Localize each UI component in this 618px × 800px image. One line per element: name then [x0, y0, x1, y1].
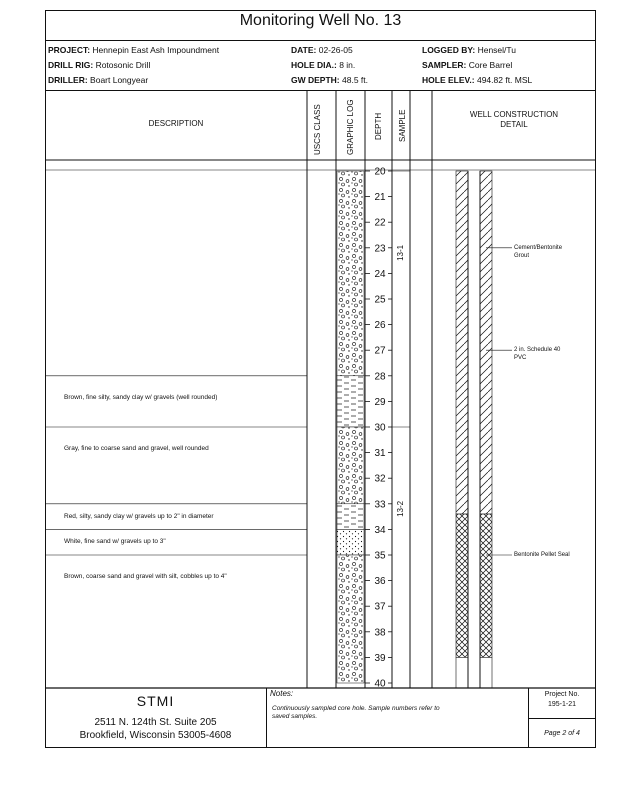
notes-line-1: Continuously sampled core hole. Sample numbers refer to [272, 705, 440, 712]
depth-label: 37 [374, 601, 386, 613]
description-boundaries [45, 376, 307, 555]
company-name: STMI [136, 693, 175, 709]
depth-label: 25 [374, 294, 386, 306]
uscs-class-header: USCS CLASS [313, 104, 322, 155]
graphic-log-header: GRAPHIC LOG [346, 99, 355, 155]
depth-label: 39 [374, 652, 386, 664]
sampler-field: SAMPLER: Core Barrel [422, 60, 513, 70]
project-field: PROJECT: Hennepin East Ash Impoundment [48, 45, 220, 55]
depth-label: 40 [374, 678, 386, 690]
depth-label: 32 [374, 473, 386, 485]
notes-label: Notes: [270, 689, 294, 698]
depth-label: 29 [374, 396, 386, 408]
sample-label: 13-1 [396, 244, 405, 261]
description-5: Brown, coarse sand and gravel with silt, cobbles up to 4" [64, 573, 227, 580]
sample-header: SAMPLE [398, 109, 407, 142]
grout-right [480, 171, 492, 514]
depth-label: 24 [374, 268, 386, 280]
project-no: 195-1-21 [547, 701, 577, 708]
seal-right [480, 514, 492, 657]
project-no-label: Project No. [544, 691, 580, 698]
depth-label: 38 [374, 627, 386, 639]
grout-left [456, 171, 468, 514]
gw-depth-field: GW DEPTH: 48.5 ft. [291, 75, 369, 85]
footer-divider-3 [528, 718, 596, 719]
sample-label: 13-2 [396, 500, 405, 517]
depth-label: 31 [374, 448, 386, 460]
page-title: Monitoring Well No. 13 [239, 12, 402, 29]
depth-label: 23 [374, 243, 386, 255]
depth-label: 22 [374, 217, 386, 229]
description-3: Red, silty, sandy clay w/ gravels up to 2" in diameter [64, 512, 214, 520]
description-header: DESCRIPTION [148, 119, 204, 128]
depth-scale [365, 167, 392, 690]
logged-by-field: LOGGED BY: Hensel/Tu [422, 45, 517, 55]
lithology-sand-4 [337, 529, 364, 555]
well-construction-diagram [456, 171, 512, 688]
description-1: Brown, fine silty, sandy clay w/ gravels (well rounded) [64, 393, 218, 401]
footer-divider-1 [266, 688, 267, 748]
well-callout-3: Bentonite Pellet Seal [514, 552, 570, 558]
company-address-2: Brookfield, Wisconsin 53005-4608 [79, 730, 232, 741]
well-callout-1: Cement/Bentonite Grout [514, 244, 563, 259]
seal-left [456, 514, 468, 657]
depth-label: 21 [374, 192, 386, 204]
depth-label: 36 [374, 576, 386, 588]
description-2: Gray, fine to coarse sand and gravel, well rounded [64, 445, 209, 452]
depth-header: DEPTH [374, 112, 383, 140]
hole-elev-field: HOLE ELEV.: 494.82 ft. MSL [422, 75, 533, 85]
depth-label: 28 [374, 371, 386, 383]
page-number: Page 2 of 4 [544, 730, 580, 737]
drill-rig-field: DRILL RIG: Rotosonic Drill [48, 60, 151, 70]
well-callout-2: 2 in. Schedule 40 PVC [514, 347, 561, 362]
depth-label: 20 [374, 166, 386, 178]
depth-label: 27 [374, 345, 386, 357]
lithology-gravel-0 [337, 171, 364, 376]
lithology-clay-3 [337, 504, 364, 530]
well-construction-header: WELL CONSTRUCTION DETAIL [469, 110, 559, 129]
driller-field: DRILLER: Boart Longyear [48, 75, 149, 85]
description-4: White, fine sand w/ gravels up to 3" [64, 538, 166, 546]
sample-column [392, 171, 410, 517]
depth-label: 30 [374, 422, 386, 434]
date-field: DATE: 02-26-05 [291, 45, 353, 55]
lithology-gravel-5 [337, 555, 364, 683]
lithology-gravel-2 [337, 427, 364, 504]
depth-label: 26 [374, 320, 386, 332]
depth-label: 33 [374, 499, 386, 511]
depth-label: 35 [374, 550, 386, 562]
depth-label: 34 [374, 524, 386, 536]
graphic-log-column [337, 171, 364, 683]
company-address-1: 2511 N. 124th St. Suite 205 [94, 717, 217, 728]
notes-line-2: saved samples. [272, 713, 318, 720]
hole-dia-field: HOLE DIA.: 8 in. [291, 60, 356, 70]
lithology-clay-1 [337, 376, 364, 427]
